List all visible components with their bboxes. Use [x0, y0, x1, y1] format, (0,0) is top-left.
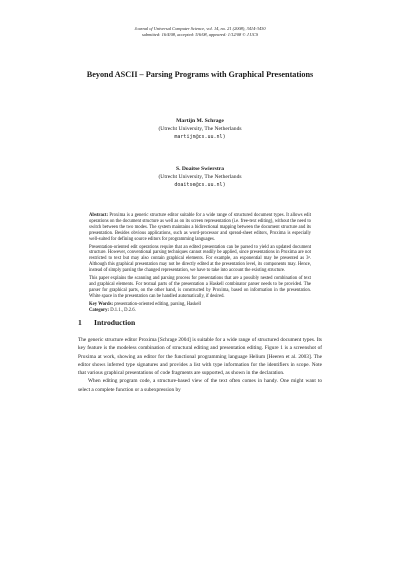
author-block [90, 165, 310, 190]
keywords-label: Key Words: [89, 301, 114, 307]
category-text: D.1.1., D.2.6. [110, 307, 136, 313]
author-affiliation: (Utrecht University, The Netherlands [158, 126, 242, 133]
author-name: Martijn M. Schrage [176, 118, 224, 124]
section-title: Introduction [94, 318, 136, 327]
category-label: Category: [89, 307, 110, 313]
author-name: S. Doaitse Swierstra [175, 166, 224, 172]
abstract-paragraph: Presentation-oriented edit operations require that an edited presentation can be parsed to yield an updated document structure. However, conventional parsing techniques cannot readily be applied, since presentations in Proxima are not restricted to text but may also contain graphical elements. For example, an exponential may be presented as 3². Although this graphical presentation may not be directly edited at the presentation level, its components may. Hence, instead of simply parsing the changed representation, we have to take into account the existing structure. [89, 244, 311, 274]
journal-dates: submitted: 16/4/08, accepted: 5/6/08, appeared: 1/12/08 © J.UCS [141, 31, 259, 37]
section-heading [78, 318, 322, 328]
author-affiliation: (Utrecht University, The Netherlands [158, 174, 242, 181]
paper-title: Beyond ASCII – Parsing Programs with Graphical Presentations [86, 70, 314, 79]
abstract-paragraph: This paper explains the scanning and parsing process for presentations that are a possibly nested combination of text and graphical elements. For textual parts of the presentation a Haskell combinator parser needs to be provided. The parser for graphical parts, on the other hand, is constructed by Proxima, based on information in the presentation. White space in the presentation can be handled automatically, if desired. [89, 276, 311, 299]
keywords-text: presentation-oriented editing, parsing, Haskell [114, 301, 202, 307]
body-text [78, 336, 322, 394]
author-block [90, 117, 310, 142]
abstract-text: Proxima is a generic structure editor suitable for a wide range of structured document types. It allows edit operations on the document structure as well as on its screen representation (i.e. free-text editing), without the need to switch between the two modes. The system maintains a bidirectional mapping between the document structure and its presentation. Besides obvious applications, such as word-processor and spread-sheet editors, Proxima is especially well-suited for defining source editors for programming languages. [89, 213, 312, 242]
body-paragraph: When editing program code, a structure-based view of the text often comes in handy. One might want to select a complete function or a subexpression by [78, 378, 322, 393]
abstract [89, 213, 311, 314]
section-number: 1 [78, 318, 82, 327]
journal-header [88, 26, 312, 37]
author-email: doaitse@cs.uu.nl) [174, 182, 226, 189]
abstract-paragraph [89, 213, 311, 243]
author-email: martijn@cs.uu.nl) [174, 134, 226, 141]
abstract-label: Abstract: [89, 213, 109, 218]
category-line [89, 308, 311, 314]
body-paragraph: The generic structure editor Proxima [Schrage 2004] is suitable for a wide range of structured document types. Its key feature is the modeless combination of structural editing and presentation editing. Figure 1 is a screenshot of Proxima at work, showing an editor for the functional programming language Helium [Heeren et al. 2003]. The editor shows inferred type signatures and provides a list with type information for the identifiers in scope. Note that various graphical presentations of code fragments are supported, as shown in the declaration. [78, 337, 322, 377]
journal-citation: Journal of Universal Computer Science, vol. 14, no. 21 (2008), 3414-3430 [134, 26, 266, 31]
